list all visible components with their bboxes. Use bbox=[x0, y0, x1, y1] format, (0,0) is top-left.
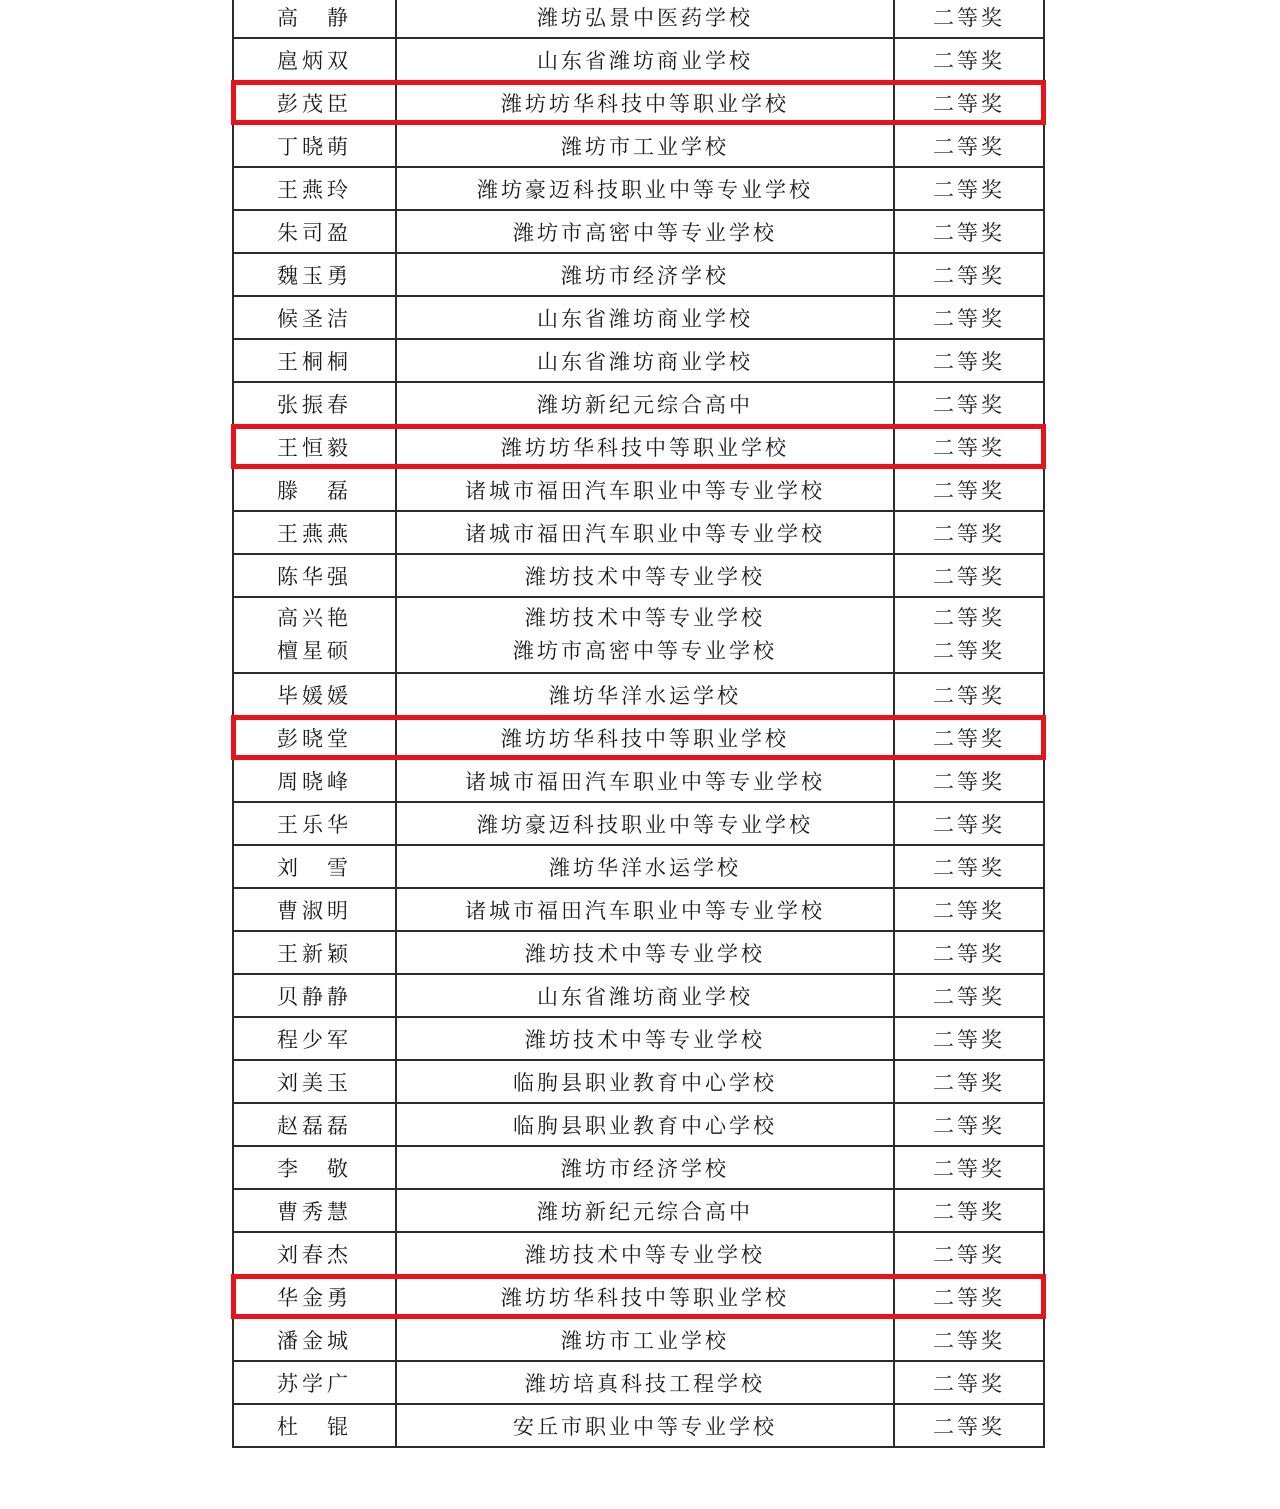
school-cell: 潍坊技术中等专业学校 bbox=[396, 1232, 894, 1275]
table-row bbox=[233, 716, 1044, 759]
table-row bbox=[233, 597, 1044, 673]
school-cell: 潍坊豪迈科技职业中等专业学校 bbox=[396, 802, 894, 845]
name-cell: 候圣洁 bbox=[233, 296, 396, 339]
award-cell: 二等奖 bbox=[894, 339, 1044, 382]
name-cell-line: 高兴艳 bbox=[277, 606, 352, 630]
name-cell: 王恒毅 bbox=[233, 425, 396, 468]
school-cell: 山东省潍坊商业学校 bbox=[396, 339, 894, 382]
name-cell: 滕 磊 bbox=[233, 468, 396, 511]
table-row bbox=[233, 1060, 1044, 1103]
school-cell: 潍坊坊华科技中等职业学校 bbox=[396, 81, 894, 124]
school-cell: 潍坊华洋水运学校 bbox=[396, 845, 894, 888]
award-cell: 二等奖 bbox=[894, 931, 1044, 974]
table-row bbox=[233, 0, 1044, 38]
name-cell: 周晓峰 bbox=[233, 759, 396, 802]
school-cell: 潍坊坊华科技中等职业学校 bbox=[396, 1275, 894, 1318]
table-row bbox=[233, 1361, 1044, 1404]
name-cell: 刘美玉 bbox=[233, 1060, 396, 1103]
award-table bbox=[232, 0, 1045, 1448]
school-cell: 潍坊弘景中医药学校 bbox=[396, 0, 894, 38]
award-cell: 二等奖 bbox=[894, 1060, 1044, 1103]
school-cell bbox=[396, 597, 894, 673]
award-cell: 二等奖 bbox=[894, 124, 1044, 167]
name-cell: 扈炳双 bbox=[233, 38, 396, 81]
award-cell bbox=[894, 597, 1044, 673]
award-cell: 二等奖 bbox=[894, 1318, 1044, 1361]
award-cell: 二等奖 bbox=[894, 38, 1044, 81]
table-row bbox=[233, 1404, 1044, 1447]
name-cell: 丁晓萌 bbox=[233, 124, 396, 167]
school-cell: 山东省潍坊商业学校 bbox=[396, 38, 894, 81]
school-cell: 诸城市福田汽车职业中等专业学校 bbox=[396, 511, 894, 554]
table-row bbox=[233, 468, 1044, 511]
name-cell: 张振春 bbox=[233, 382, 396, 425]
award-cell: 二等奖 bbox=[894, 253, 1044, 296]
award-cell: 二等奖 bbox=[894, 1232, 1044, 1275]
name-cell: 朱司盈 bbox=[233, 210, 396, 253]
school-cell: 临朐县职业教育中心学校 bbox=[396, 1103, 894, 1146]
name-cell: 华金勇 bbox=[233, 1275, 396, 1318]
award-cell: 二等奖 bbox=[894, 845, 1044, 888]
award-cell: 二等奖 bbox=[894, 511, 1044, 554]
award-cell: 二等奖 bbox=[894, 1017, 1044, 1060]
award-cell: 二等奖 bbox=[894, 673, 1044, 716]
table-row bbox=[233, 974, 1044, 1017]
table-row bbox=[233, 802, 1044, 845]
school-cell-line: 潍坊技术中等专业学校 bbox=[525, 606, 765, 630]
name-cell: 王燕燕 bbox=[233, 511, 396, 554]
name-cell: 贝静静 bbox=[233, 974, 396, 1017]
table-row bbox=[233, 1275, 1044, 1318]
school-cell: 潍坊新纪元综合高中 bbox=[396, 1189, 894, 1232]
table-row bbox=[233, 167, 1044, 210]
table-row bbox=[233, 296, 1044, 339]
name-cell: 曹秀慧 bbox=[233, 1189, 396, 1232]
award-cell: 二等奖 bbox=[894, 1146, 1044, 1189]
award-cell: 二等奖 bbox=[894, 1189, 1044, 1232]
award-cell: 二等奖 bbox=[894, 974, 1044, 1017]
school-cell: 潍坊技术中等专业学校 bbox=[396, 1017, 894, 1060]
school-cell-line: 潍坊市高密中等专业学校 bbox=[513, 639, 777, 663]
award-cell: 二等奖 bbox=[894, 167, 1044, 210]
name-cell: 王燕玲 bbox=[233, 167, 396, 210]
award-cell: 二等奖 bbox=[894, 296, 1044, 339]
school-cell: 潍坊市工业学校 bbox=[396, 124, 894, 167]
name-cell: 杜 锟 bbox=[233, 1404, 396, 1447]
name-cell-line: 檀星硕 bbox=[277, 639, 352, 663]
table-row bbox=[233, 1146, 1044, 1189]
award-cell: 二等奖 bbox=[894, 759, 1044, 802]
school-cell: 潍坊培真科技工程学校 bbox=[396, 1361, 894, 1404]
school-cell: 潍坊市高密中等专业学校 bbox=[396, 210, 894, 253]
award-cell: 二等奖 bbox=[894, 81, 1044, 124]
award-cell-line: 二等奖 bbox=[933, 639, 1005, 663]
award-cell: 二等奖 bbox=[894, 0, 1044, 38]
award-cell: 二等奖 bbox=[894, 382, 1044, 425]
table-row bbox=[233, 759, 1044, 802]
award-cell: 二等奖 bbox=[894, 716, 1044, 759]
name-cell: 王新颖 bbox=[233, 931, 396, 974]
name-cell: 彭茂臣 bbox=[233, 81, 396, 124]
table-row bbox=[233, 425, 1044, 468]
name-cell: 苏学广 bbox=[233, 1361, 396, 1404]
award-cell: 二等奖 bbox=[894, 210, 1044, 253]
name-cell: 王桐桐 bbox=[233, 339, 396, 382]
award-cell: 二等奖 bbox=[894, 554, 1044, 597]
school-cell: 潍坊市经济学校 bbox=[396, 1146, 894, 1189]
school-cell: 潍坊技术中等专业学校 bbox=[396, 554, 894, 597]
table-row bbox=[233, 253, 1044, 296]
table-row bbox=[233, 931, 1044, 974]
table-row bbox=[233, 511, 1044, 554]
school-cell: 临朐县职业教育中心学校 bbox=[396, 1060, 894, 1103]
school-cell: 潍坊坊华科技中等职业学校 bbox=[396, 425, 894, 468]
school-cell: 安丘市职业中等专业学校 bbox=[396, 1404, 894, 1447]
name-cell: 彭晓堂 bbox=[233, 716, 396, 759]
table-row bbox=[233, 124, 1044, 167]
table-row bbox=[233, 1103, 1044, 1146]
table-row bbox=[233, 673, 1044, 716]
school-cell: 潍坊市经济学校 bbox=[396, 253, 894, 296]
school-cell: 诸城市福田汽车职业中等专业学校 bbox=[396, 888, 894, 931]
name-cell: 刘春杰 bbox=[233, 1232, 396, 1275]
table-row bbox=[233, 81, 1044, 124]
award-cell: 二等奖 bbox=[894, 1361, 1044, 1404]
school-cell: 潍坊坊华科技中等职业学校 bbox=[396, 716, 894, 759]
school-cell: 潍坊市工业学校 bbox=[396, 1318, 894, 1361]
award-cell: 二等奖 bbox=[894, 802, 1044, 845]
table-row bbox=[233, 1017, 1044, 1060]
name-cell: 陈华强 bbox=[233, 554, 396, 597]
award-cell: 二等奖 bbox=[894, 468, 1044, 511]
award-table-body bbox=[233, 0, 1044, 1447]
table-row bbox=[233, 1232, 1044, 1275]
table-row bbox=[233, 339, 1044, 382]
name-cell: 曹淑明 bbox=[233, 888, 396, 931]
school-cell: 潍坊技术中等专业学校 bbox=[396, 931, 894, 974]
school-cell: 潍坊豪迈科技职业中等专业学校 bbox=[396, 167, 894, 210]
school-cell: 潍坊华洋水运学校 bbox=[396, 673, 894, 716]
name-cell bbox=[233, 597, 396, 673]
table-row bbox=[233, 38, 1044, 81]
award-cell: 二等奖 bbox=[894, 1103, 1044, 1146]
table-row bbox=[233, 382, 1044, 425]
table-row bbox=[233, 1318, 1044, 1361]
award-cell: 二等奖 bbox=[894, 1404, 1044, 1447]
name-cell: 毕媛媛 bbox=[233, 673, 396, 716]
school-cell: 潍坊新纪元综合高中 bbox=[396, 382, 894, 425]
table-row bbox=[233, 845, 1044, 888]
award-cell-line: 二等奖 bbox=[933, 606, 1005, 630]
name-cell: 赵磊磊 bbox=[233, 1103, 396, 1146]
name-cell: 魏玉勇 bbox=[233, 253, 396, 296]
table-row bbox=[233, 1189, 1044, 1232]
school-cell: 山东省潍坊商业学校 bbox=[396, 974, 894, 1017]
name-cell: 高 静 bbox=[233, 0, 396, 38]
school-cell: 诸城市福田汽车职业中等专业学校 bbox=[396, 468, 894, 511]
award-cell: 二等奖 bbox=[894, 1275, 1044, 1318]
name-cell: 李 敬 bbox=[233, 1146, 396, 1189]
name-cell: 潘金城 bbox=[233, 1318, 396, 1361]
award-cell: 二等奖 bbox=[894, 888, 1044, 931]
school-cell: 山东省潍坊商业学校 bbox=[396, 296, 894, 339]
name-cell: 程少军 bbox=[233, 1017, 396, 1060]
table-row bbox=[233, 888, 1044, 931]
name-cell: 刘 雪 bbox=[233, 845, 396, 888]
table-row bbox=[233, 210, 1044, 253]
name-cell: 王乐华 bbox=[233, 802, 396, 845]
award-cell: 二等奖 bbox=[894, 425, 1044, 468]
school-cell: 诸城市福田汽车职业中等专业学校 bbox=[396, 759, 894, 802]
table-row bbox=[233, 554, 1044, 597]
